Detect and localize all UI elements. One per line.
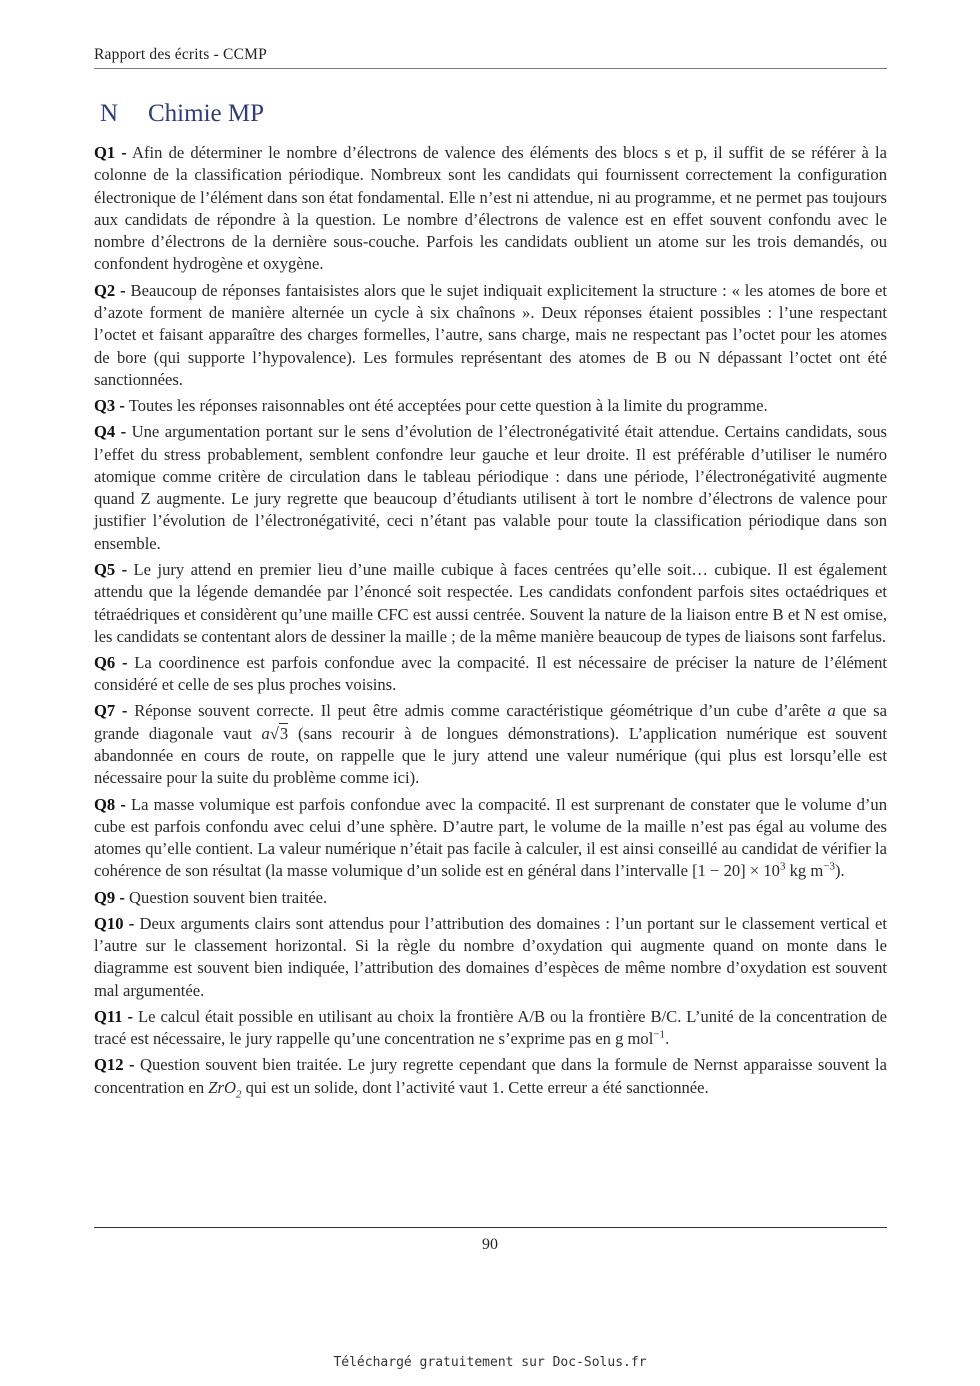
question-label: Q11 - [94,1006,134,1026]
exponent: 3 [779,860,786,873]
question-label: Q7 - [94,701,128,721]
question-label: Q9 - [94,887,125,907]
unit-text: kg m [785,861,824,881]
exponent: −3 [823,860,835,873]
subscript: 2 [235,1087,242,1100]
question-q11 [94,1006,887,1051]
exponent: −1 [653,1028,666,1041]
section-title-text: Chimie MP [148,100,264,127]
question-label: Q2 - [94,280,126,300]
footer-divider [94,1227,887,1228]
question-text: ). [834,861,845,881]
document-body [94,142,887,1103]
question-text: Question souvent bien traitée. [129,887,328,907]
question-label: Q6 - [94,652,128,672]
question-q2 [94,280,887,391]
question-text: Afin de déterminer le nombre d’électrons de valence des éléments des blocs s et p, il suffit de se référer à la colonne de la classification périodique. Nombreux sont les candidats qui fournissent correctement la configuration électronique de l’élément dans son état fondamental. Elle n’est ni attendue, ni au programme, et ne permet pas toujours aux candidats de répondre à la question. Le nombre d’électrons de valence est en effet souvent confondu avec le nombre d’électrons de la dernière sous-couche. Parfois les candidats oublient un atome sur les trois demandés, ou confondent hydrogène et oxygène. [94,143,887,274]
question-q5 [94,559,887,648]
math-variable: a [261,723,270,743]
question-label: Q10 - [94,913,135,933]
section-number: N [100,100,119,127]
question-text: Toutes les réponses raisonnables ont été acceptées pour cette question à la limite du programme. [128,396,768,416]
question-q4 [94,421,887,555]
question-text: La coordinence est parfois confondue avec la compacité. Il est nécessaire de préciser la nature de l’élément considéré et celle de ses plus proches voisins. [94,652,887,695]
question-text: que sa grande diagonale vaut [94,701,887,743]
question-q3 [94,395,887,417]
section-title [100,100,264,128]
question-q8 [94,794,887,883]
question-text: qui est un solide, dont l’activité vaut 1. Cette erreur a été sanctionnée. [241,1077,709,1097]
question-label: Q4 - [94,422,127,442]
question-text: La masse volumique est parfois confondue avec la compacité. Il est surprenant de constater que le volume d’un cube est parfois confondu avec celui d’une sphère. D’autre part, le volume de la maille n’est pas égal au volume des atomes qu’elle contient. La valeur numérique n’était pas facile à calculer, il est ainsi conseillé au candidat de vérifier la cohérence de son résultat (la masse volumique d’un solide est en général dans l’intervalle [1 − 20] × 10 [94,794,887,881]
question-q1 [94,142,887,276]
question-text: Question souvent bien traitée. Le jury regrette cependant que dans la formule de Nernst apparaisse souvent la concentration en [94,1055,887,1097]
question-label: Q1 - [94,143,127,162]
question-label: Q3 - [94,396,125,416]
header-divider [94,68,887,69]
question-q6 [94,652,887,697]
running-header: Rapport des écrits - CCMP [94,46,267,63]
question-text: Une argumentation portant sur le sens d’évolution de l’électronégativité était attendue. Certains candidats, sous l’effet du stress probablement, semblent confondre leur gauche et leur droite. Il est préférable d’utiliser le numéro atomique comme critère de circulation dans le tableau périodique : dans une période, l’électronégativité augmente quand Z augmente. Le jury regrette que beaucoup d’étudiants utilisent à tort le nombre d’électrons de valence pour justifier l’évolution de l’électronégativité, ceci n’étant pas valable pour toute la classification périodique dans son ensemble. [94,422,887,553]
download-note: Téléchargé gratuitement sur Doc-Solus.fr [333,1355,647,1370]
question-label: Q8 - [94,794,126,814]
question-label: Q12 - [94,1055,135,1075]
page-number: 90 [482,1236,498,1253]
question-q7: Q7 - Réponse souvent correcte. Il peut être admis comme caractéristique géométrique d’un cube d’arête a que sa grande diagonale vaut a√3 (sans recourir à de longues démonstrations). L’application numérique est souvent abandonnée en cours de route, on rappelle que le jury attend une valeur numérique (qui plus est lorsqu’elle est nécessaire pour la suite du problème comme ici). [94,701,887,788]
question-q10 [94,913,887,1002]
question-text: (sans recourir à de longues démonstrations). L’application numérique est souvent abandonnée en cours de route, on rappelle que le jury attend une valeur numérique (qui plus est lorsqu’elle est nécessaire pour la suite du problème comme ici). [94,723,887,788]
question-text: Le calcul était possible en utilisant au choix la frontière A/B ou la frontière B/C. L’unité de la concentration de tracé est nécessaire, le jury rappelle qu’une concentration ne s’exprime pas en g mol [94,1006,887,1049]
question-text: Réponse souvent correcte. Il peut être admis comme caractéristique géométrique d’un cube d’arête [134,701,828,721]
math-variable: a [827,701,836,721]
sqrt-radicand: 3 [279,723,289,743]
question-text: . [665,1029,670,1049]
chemical-formula: ZrO [208,1077,236,1097]
question-text: Beaucoup de réponses fantaisistes alors que le sujet indiquait explicitement la structure : « les atomes de bore et d’azote forment de manière alternée un cycle à six chaînons ». Deux réponses étaient possibles : l’une respectant l’octet et faisant apparaître des charges formelles, l’autre, sans charge, mais ne respectant pas l’octet pour les atomes de bore (qui supporte l’hypovalence). Les formules représentant des atomes de B ou N dépassant l’octet ont été sanctionnées. [94,280,887,389]
question-label: Q5 - [94,559,128,579]
question-text: Deux arguments clairs sont attendus pour l’attribution des domaines : l’un portant sur le classement vertical et l’autre sur le classement horizontal. Si la règle du nombre d’oxydation qui augmente quand on monte dans le diagramme est souvent bien indiquée, l’attribution des domaines d’espèces de même nombre d’oxydation est souvent mal argumentée. [94,913,887,1000]
question-text: Le jury attend en premier lieu d’une maille cubique à faces centrées qu’elle soit… cubique. Il est également attendu que la légende demandée par l’énoncé soit respectée. Les candidats confondent parfois sites octaédriques et tétraédriques et considèrent qu’une maille CFC est aussi centrée. Souvent la nature de la liaison entre B et N est omise, les candidats se contentant alors de dessiner la maille ; de la même manière beaucoup de types de liaisons sont farfelus. [94,559,887,646]
question-q9 [94,887,887,909]
question-q12 [94,1054,887,1099]
